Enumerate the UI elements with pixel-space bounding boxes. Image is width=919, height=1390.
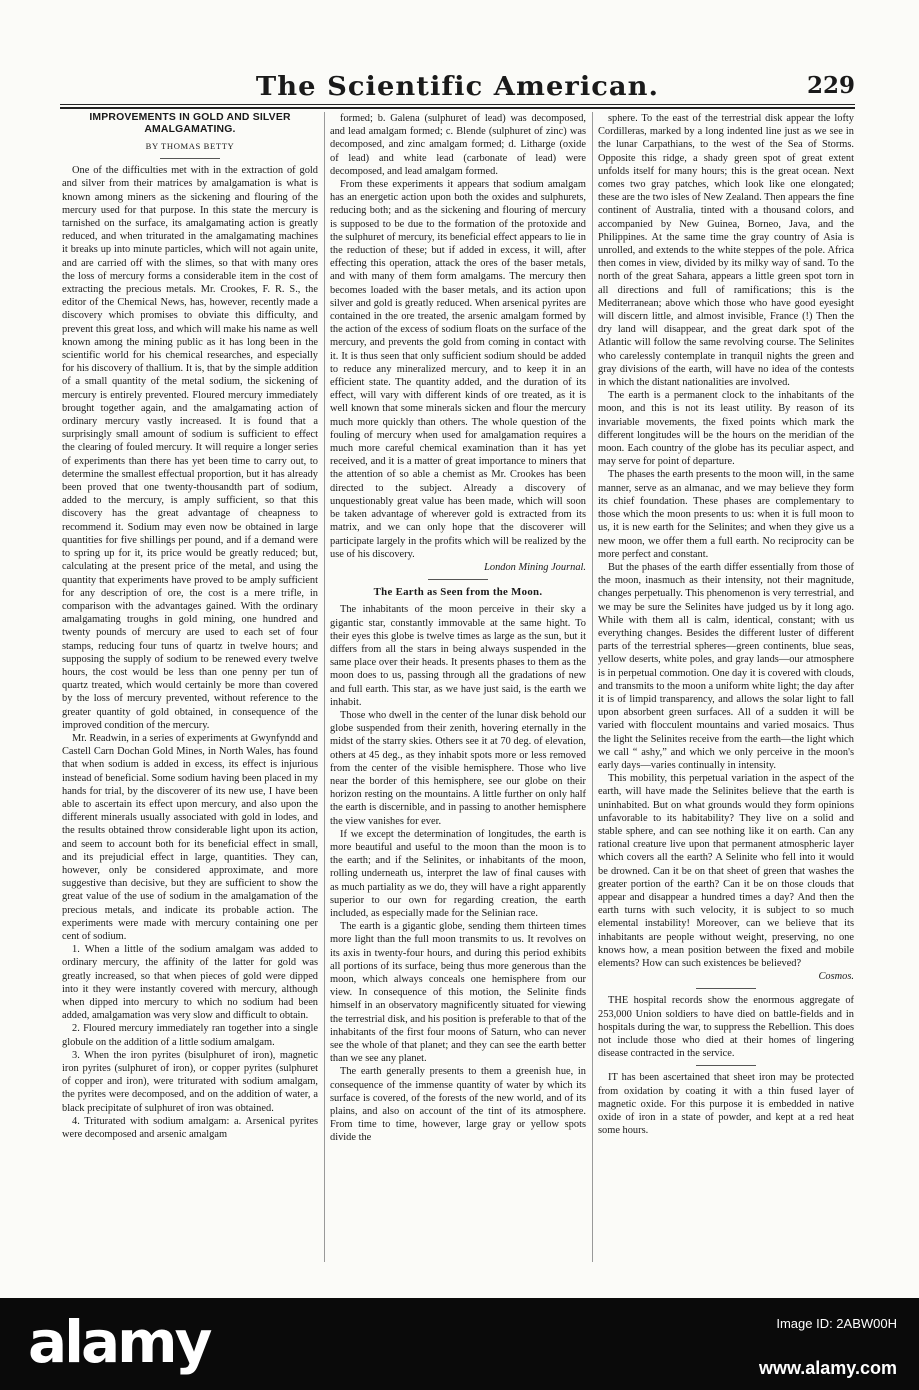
masthead-title: The Scientific American.: [255, 72, 660, 102]
paragraph: sphere. To the east of the terrestrial disk appear the lofty Cordilleras, marked by a long indented line just as we see in the lunar Carpathians, to the west of the Sea of Storms. Opposite this ridge, a shady green spot of great extent unfolds itself for many hours; this is the great ocean. Next comes two gray patches, which look like one elongated; these are the two isles of New Zealand. Then appears the fine continent of Australia, tinted with a thousand colors, and accompanied by New Guinea, Borneo, Java, and the Philippines. At the same time the gray country of Asia is unrolled, and extends to the white steppes of the pole. Africa then comes in view, divided by its milky way of sand. To the north of the great Sahara, appears a little green spot torn in all directions and full of ramifications; this is the Mediterranean; above which those who have good eyesight will discern little, and almost invisible, France (!) Then the dry land will disappear, and the great dark spot of the Atlantic will follow the same revolving course. The Selinites who carelessly contemplate in tranquil nights the green and gray divisions of the earth, will have no idea of the contests in which the distant nationalities are involved.: [598, 113, 854, 389]
paragraph: Mr. Readwin, in a series of experiments at Gwynfyndd and Castell Carn Dochan Gold Mines, in North Wales, has found that when sodium is added in excess, its effect is injurious instead of beneficial. Some sodium having been placed in my hands for trial, by the discoverer of its new use, I have been able to ascertain its effect upon mercury, and also upon the different minerals usually associated with gold in lodes, and the results obtained throw considerable light upon its action, and seem to account both for its beneficial effect in small, and its prejudicial effect in large, quantities. They can, however, only be considered approximate, and more suggestive than decisive, but they are sufficient to show the great value of the use of sodium in the amalgamation of the precious metals, and indicate its probable action. The experiments were made with mercury containing one per cent of sodium.: [62, 732, 318, 942]
article-body-earth-moon: [330, 603, 586, 1144]
paragraph: One of the difficulties met with in the extraction of gold and silver from their matrices by amalgamation is what is known among miners as the sickening and flouring of the mercury used for that purpose. In this state the mercury is tarnished on the surface, its amalgamating action is greatly reduced, and when triturated in the amalgamating machines it breaks up into minute particles, which will not again unite, and are carried off with the slimes, so that with many ores the loss of mercury forms a considerable item in the cost of extracting the precious metals. Mr. Crookes, F. R. S., the editor of the Chemical News, has, however, recently made a discovery which promises to obviate this difficulty, and prevent this great loss, and which will make his name as well known among the mining public as it has long been in the scientific world for his chemical researches, and especially for his discovery of thallium. It is, that by the simple addition of a small quantity of the metal sodium, the sickening of mercury is entirely prevented. Floured mercury immediately brought together again, and the amalgamating action of ordinary mercury vastly increased. It is found that a surprisingly small amount of sodium is sufficient to effect the clearing of fouled mercury. It will require a longer series of experiments than there has yet been time to carry out, to determine the smallest effectual proportion, but it has already been proved that one twenty-thousandth part of sodium, added to the mercury, is amply sufficient, so that this discovery has the great advantage of cheapness to recommend it. Sodium may even now be obtained in large quantities for five shillings per pound, and if a demand were to spring up for it, its price would be greatly reduced; but, calculating at the present price of the metal, and using the quantity that experiments have proved to be amply sufficient for any description of ore, the cost is a mere trifle, in comparison with the advantages gained. With the ordinary amalgamating troughs in gold mining, one hundred and twenty pounds of mercury are used to each set of four stamps, reducing four tuns of quartz in twelve hours; and supposing the supply of sodium to be renewed every twelve hours, the cost would be less than one penny per tun of quartz treated, which would certainly be more than covered by the loss of mercury prevented, without reference to the greater quantity of gold obtained, in consequence of the improved condition of the mercury.: [62, 165, 318, 731]
column-1: [62, 112, 318, 1262]
article-source-line: [598, 970, 854, 983]
paragraph: From these experiments it appears that sodium amalgam has an energetic action upon both the oxides and sulphurets, reducing both; and as the sickening and flouring of mercury is supposed to be due to the formation of the protoxide and the sulphuret of mercury, its beneficial effect appears to lie in the reduction of these; but if added in excess, it will, after effecting this operation, attack the ores of the baser metals, and with many of them form amalgams. The mercury then becomes loaded with the baser metals, and its action upon silver and gold is greatly reduced. When arsenical pyrites are contained in the ore treated, the arsenic amalgam formed by the action of the excess of sodium floats on the surface of the mercury, and prevents the gold from coming in contact with it. It is thus seen that only sufficient sodium should be added to reduce any mineralized mercury, and to keep it in an efficient state. The quantity added, and the duration of its effect, will vary with different kinds of ore treated, as it is well known that some minerals sicken and flour the mercury much more quickly than others. The whole question of the fouling of mercury when used for amalgamation requires a much more careful chemical examination than it has yet received, and it is a matter of great importance to miners that the attention of so able a chemist as Mr. Crookes has been directed to the subject. Already a discovery of unquestionably great value has been made, which will soon be taken advantage of wherever gold is extracted from its matrix, and we can only hope that the discoverer will participate largely in the profits which will be realized by the use of his discovery.: [330, 179, 586, 560]
paragraph: 1. When a little of the sodium amalgam was added to ordinary mercury, the affinity of the latter for gold was greatly increased, so that when pieces of gold were dipped into it they were instantly covered with mercury, although when dipped into mercury to which no sodium had been added, amalgamation was very slow and difficult to obtain.: [62, 944, 318, 1022]
masthead-rule-thick: [60, 107, 855, 109]
paragraph: formed; b. Galena (sulphuret of lead) was decomposed, and lead amalgam formed; c. Blende (sulphuret of zinc) was decomposed, and zinc amalgam formed; d. Litharge (oxide of lead) and white lead (carbonate of lead) were decomposed, and lead amalgam formed.: [330, 113, 586, 177]
column-divider: [592, 112, 593, 1262]
footer-url: www.alamy.com: [758, 1358, 897, 1378]
article-body-earth-moon-cont: [598, 112, 854, 970]
section-divider: [696, 988, 756, 989]
paragraph: The earth is a gigantic globe, sending them thirteen times more light than the full moon transmits to us. It revolves on its axis in twenty-four hours, and during this period exhibits all portions of its surface, being thus more generous than the moon, which always conceals one hemisphere from our view. In consequence of this motion, the Selinite finds himself in an observatory magnificently situated for viewing the terrestrial disk, and his position is preferable to that of the inhabitants of the first four moons of Saturn, who can never see the whole of that planet; and they can see the earth better than we see any planet.: [330, 921, 586, 1065]
article-source-line: [330, 561, 586, 574]
watermark-footer: [0, 1298, 919, 1390]
paragraph: Those who dwell in the center of the lunar disk behold our globe suspended from their zenith, hovering eternally in the midst of the starry skies. Others see it at 70 deg. of elevation, others at 45 deg., as they inhabit spots more or less removed from the center of the visible hemisphere. Those who live near the border of this hemisphere, see our globe on their horizon resting on the mountains. A little further on only half the earth is discernible, and in passing to another hemisphere the view vanishes for ever.: [330, 709, 586, 827]
section-divider: [428, 579, 488, 580]
paragraph: The phases the earth presents to the moon will, in the same manner, serve as an almanac, and we may believe they form its chief foundation. These phases are complementary to those which the moon presents to us: when it is full moon to us, it is new earth for the Selinites; and when they give us a new moon, we offer them a full earth. No reciprocity can be more perfect and constant.: [598, 469, 854, 560]
article-body-amalgamating: [62, 164, 318, 1141]
article-body-amalgamating-cont: [330, 112, 586, 561]
image-id-label: Image ID: 2ABW00H: [776, 1316, 897, 1331]
article-headline-earth-moon: The Earth as Seen from the Moon.: [373, 586, 543, 599]
masthead-rule: [60, 104, 855, 105]
paragraph: 4. Triturated with sodium amalgam: a. Arsenical pyrites were decomposed and arsenic amalgam: [62, 1115, 318, 1141]
paragraph: This mobility, this perpetual variation in the aspect of the earth, will have made the Selinites believe that the earth is uninhabited. But on what grounds would they form opinions unfavorable to its habitability? They live on a solid and stable sphere, and can see nothing like it on earth. Can any rational creature live upon that permanent atmospheric layer which covers all the earth? A Selinite who fell into it would be drowned. Can it be on that sheet of green that washes the greater portion of the earth? Can it be on those clouds that appear and disappear a hundred times a day? And then the earth turns with such velocity, it is subject to so much elemental instability! Moreover, can we believe that its inhabitants are people without weight, preserving, no one knows how, a mean position between the fixed and mobile elements? How can such existences be believed?: [598, 773, 854, 969]
article-headline-amalgamating: IMPROVEMENTS IN GOLD AND SILVER AMALGAMATING.: [89, 112, 291, 135]
article-source-cosmos: Cosmos.: [818, 971, 854, 983]
paragraph: The earth generally presents to them a greenish hue, in consequence of the immense quantity of water by which its surface is covered, of the forests of the new world, and of its plains, and also on account of the tint of its atmosphere. From time to time, however, large gray or yellow spots divide the: [330, 1066, 586, 1144]
section-divider: [160, 158, 220, 159]
paragraph: If we except the determination of longitudes, the earth is more beautiful and useful to the moon than the moon is to the earth; and if the Selinites, or inhabitants of the moon, rolling underneath us, interpret the law of final causes with as much partiality as we do, they will have a right apparently superior to our own for regarding creation, the earth included, as especially made for the Selinian race.: [330, 828, 586, 919]
paragraph: The inhabitants of the moon perceive in their sky a gigantic star, constantly immovable at the same hight. To their eyes this globe is twelve times as large as the sun, but it differs from all the stars in being always suspended in the same place over their heads. It presents phases to them as the moon does to us, passing through all the gradations of new and full earth. This star, as we have just said, is the earth we inhabit.: [330, 604, 586, 708]
paragraph: 3. When the iron pyrites (bisulphuret of iron), magnetic iron pyrites (sulphuret of iron), or copper pyrites (sulphuret of copper and iron), were triturated with sodium amalgam, the pyrites were decomposed, and on the addition of water, a black precipitate of sulphuret of iron was obtained.: [62, 1049, 318, 1114]
article-body-sheet-iron: [598, 1071, 854, 1137]
column-2: [330, 112, 586, 1262]
article-byline: BY THOMAS BETTY: [145, 141, 235, 151]
paragraph: IT has been ascertained that sheet iron may be protected from oxidation by coating it with a thin fused layer of magnetic oxide. For this purpose it is embedded in native oxide of iron in a state of powder, and kept at a red heat some hours.: [598, 1072, 854, 1137]
page-number: 229: [806, 72, 855, 99]
article-body-hospital-records: [598, 994, 854, 1060]
paragraph: THE hospital records show the enormous aggregate of 253,000 Union soldiers to have died on battle-fields and in hospitals during the war, to suppress the Rebellion. This does not include those who died at their homes of lingering disease contracted in the service.: [598, 995, 854, 1060]
paragraph: The earth is a permanent clock to the inhabitants of the moon, and this is not its least utility. By reason of its invariable movements, the fixed points which mark the different longitudes will be the hours on the meridian of the moon. Each country of the globe has its peculiar aspect, and may serve for point of departure.: [598, 390, 854, 468]
column-divider: [324, 112, 325, 1262]
paragraph: 2. Floured mercury immediately ran together into a single globule on the addition of a little sodium amalgam.: [62, 1023, 318, 1048]
article-source: London Mining Journal.: [484, 561, 586, 573]
column-3: [598, 112, 854, 1262]
paragraph: But the phases of the earth differ essentially from those of the moon, inasmuch as their intensity, not their magnitude, changes perpetually. This phenomenon is very terrestrial, and we may be sure the Selinites have judged us by it long ago. While with them all is calm, identical, constant; with us everything changes. Besides the different luster of different parts of the terrestrial spheres—green continents, blue seas, yellow deserts, white poles, and gray lands—our atmosphere is in perpetual commotion. One day it is covered with clouds, and transmits to the moon a uniform white light; the day after it is of limpid transparency, and allows the solar light to fall upon absorbent green surfaces. All of a sudden it will be varied with flocculent mountains and varied mosaics. Thus the light the Selinites receive from the earth—the light which we call “ ashy,” and which we only perceive in the moon's early days—varies continually in intensity.: [598, 561, 854, 771]
alamy-logo: alamy: [28, 1308, 210, 1376]
masthead: [60, 66, 855, 102]
section-divider: [696, 1065, 756, 1066]
